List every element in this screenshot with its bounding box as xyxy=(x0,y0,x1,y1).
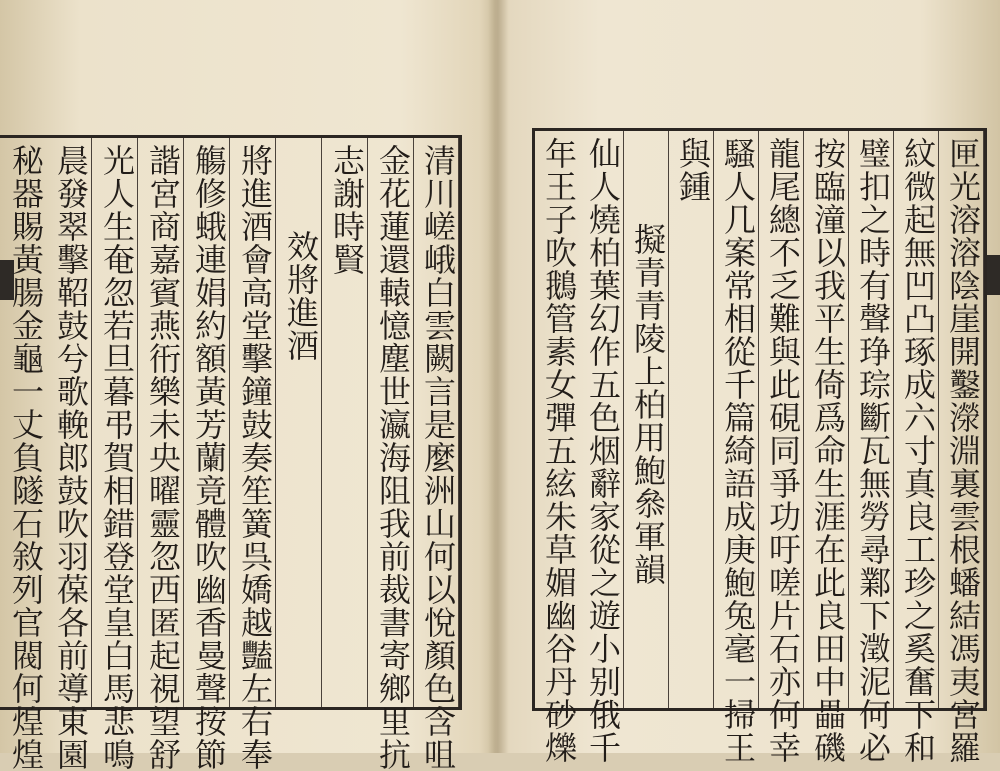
text-column xyxy=(92,138,138,771)
column-text: 匣光溶溶陰崖開鑿濴淵裏雲根蟠結馮夷宮羅 xyxy=(944,137,982,764)
text-column xyxy=(46,138,92,771)
text-column xyxy=(414,138,459,771)
column-text: 紋微起無凹凸琢成六寸真良工珍之奚奮下和 xyxy=(899,137,937,764)
text-column xyxy=(368,138,414,771)
column-text: 將進酒會高堂擊鐘鼓奏笙簧呉嬌越豔左右奉 xyxy=(236,144,274,771)
column-text: 龍尾總不乏難與此硯同爭功吁嗟片石亦何幸 xyxy=(764,137,802,764)
text-column xyxy=(138,138,184,771)
column-text: 晨發翠擊鞀鼓兮歌輓郎鼓吹羽葆各前導東園 xyxy=(52,144,90,771)
column-text: 觴修蛾連娟約額黃芳蘭竟體吹幽香曼聲按節 xyxy=(190,144,228,771)
column-text: 光人生奄忽若旦暮弔賀相錯登堂皇白馬悲鳴 xyxy=(98,144,136,771)
column-text: 騷人几案常相從千篇綺語成庚鮑兔毫一掃王 xyxy=(719,137,757,764)
left-page-text-frame xyxy=(0,135,462,771)
column-text: 秘器賜黃腸金龜一丈負隧石敘列官閥何煌煌 xyxy=(7,144,45,771)
column-text: 志謝時賢 xyxy=(328,144,366,276)
column-text: 璧扣之時有聲琤琮斷瓦無勞尋鄴下澂泥何必 xyxy=(854,137,892,764)
column-text: 金花蓮還轅憶塵世瀛海阻我前裁書寄鄉里抗 xyxy=(374,144,412,771)
text-column xyxy=(184,138,230,771)
book-gutter xyxy=(488,0,508,753)
poem-title: 效將進酒 xyxy=(282,230,320,362)
text-column xyxy=(535,131,579,764)
column-text: 年王子吹鵝管素女彈五絃朱草媚幽谷丹砂爍 xyxy=(540,137,578,764)
column-text: 仙人燒柏葉幻作五色烟辭家從之遊小别俄千 xyxy=(584,137,622,764)
right-page-edge-mark xyxy=(986,255,1000,295)
text-column xyxy=(230,138,276,771)
text-column xyxy=(804,131,849,764)
text-column xyxy=(669,131,714,708)
text-column xyxy=(759,131,804,764)
text-column xyxy=(322,138,368,707)
poem-title: 擬青青陵上柏用鮑叅軍韻 xyxy=(629,223,667,586)
text-column xyxy=(624,131,669,708)
text-column xyxy=(894,131,939,764)
text-column xyxy=(939,131,984,764)
column-text: 清川嵯峨白雲闕言是麼洲山何以悅顏色含咀 xyxy=(419,144,457,771)
text-column xyxy=(579,131,624,764)
column-text: 諧宮商嘉賓燕衎樂未央曜靈忽西匿起視望舒 xyxy=(144,144,182,771)
text-column xyxy=(714,131,759,764)
text-column xyxy=(0,138,46,771)
column-text: 與鍾 xyxy=(674,137,712,203)
text-column xyxy=(276,138,322,707)
text-column xyxy=(849,131,894,764)
right-page-text-frame xyxy=(532,128,987,764)
column-text: 按臨潼以我平生倚爲命生涯在此良田中畾磯 xyxy=(809,137,847,764)
